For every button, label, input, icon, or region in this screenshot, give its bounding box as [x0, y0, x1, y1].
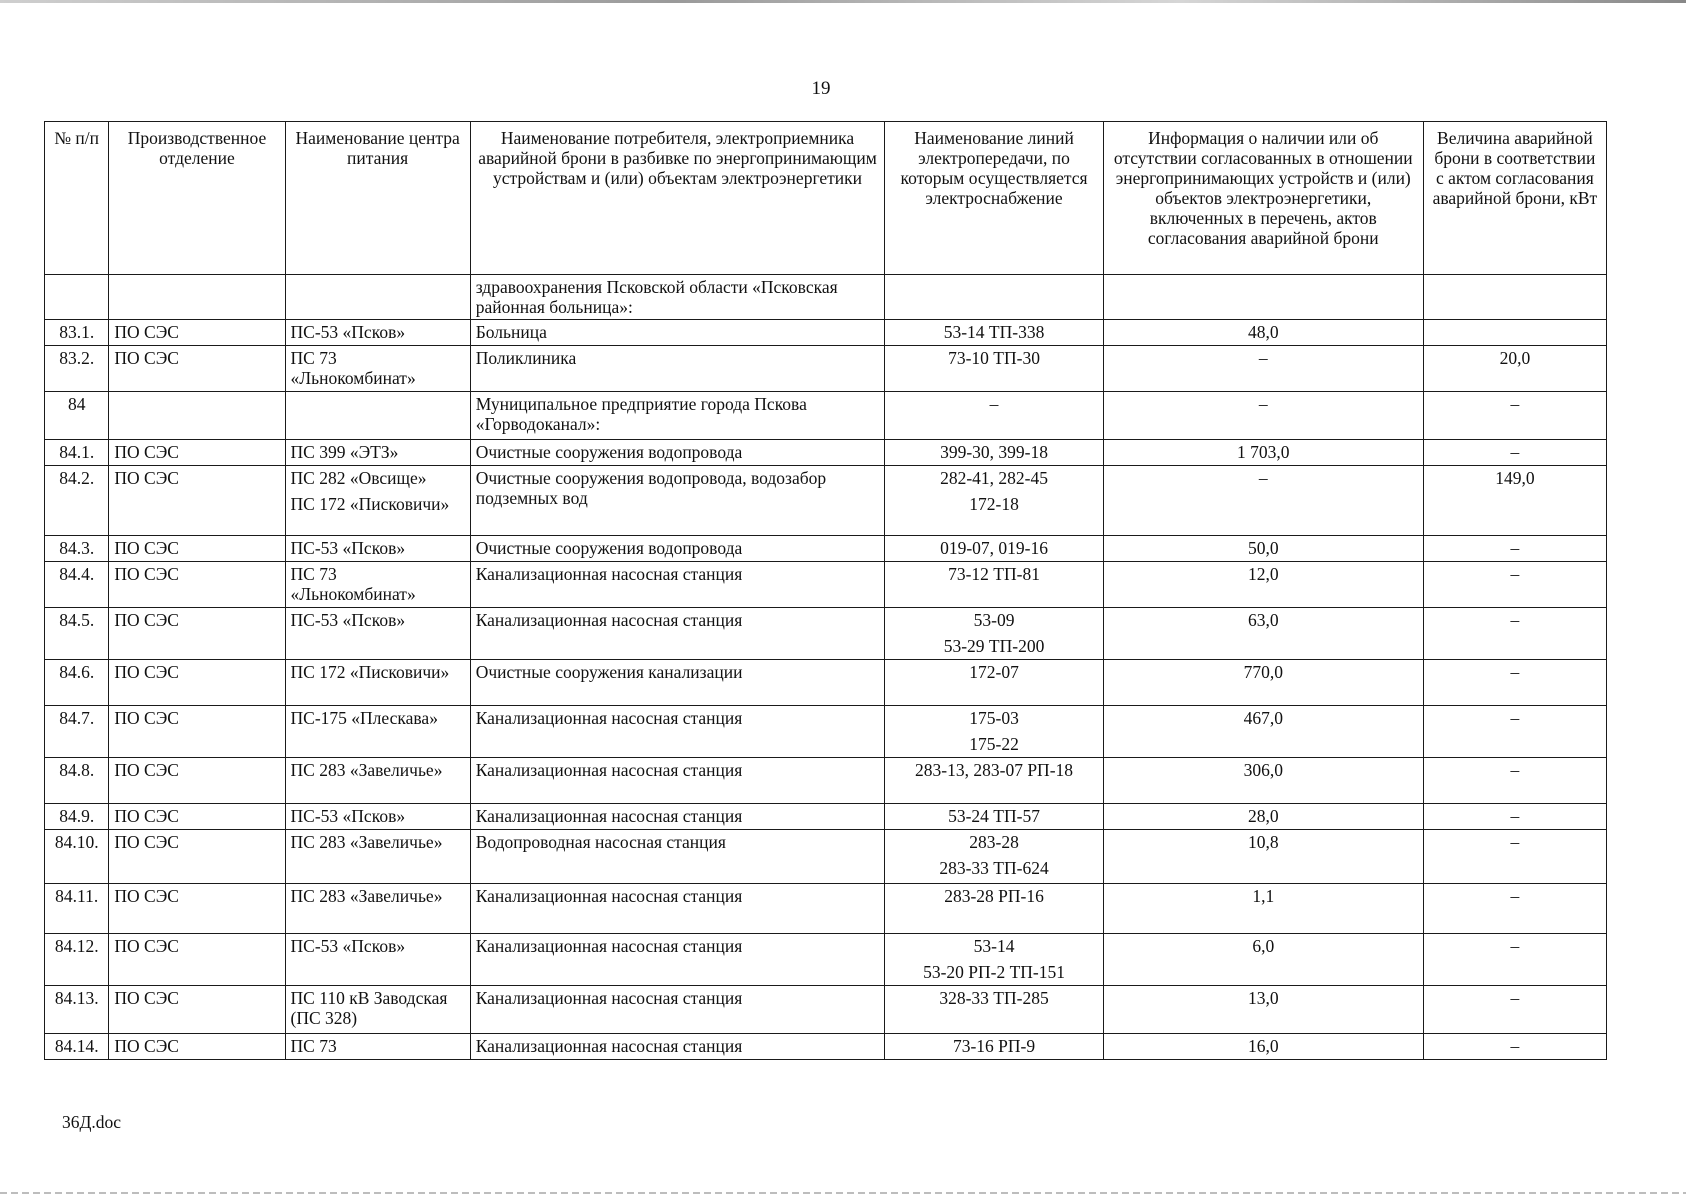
table-row [45, 986, 1607, 1034]
table-row [45, 392, 1607, 440]
power-center-name: ПС 283 «Завеличье» [290, 832, 443, 852]
cell-reserve-kw: – [1423, 660, 1606, 706]
cell-consumer: Очистные сооружения водопровода [470, 440, 885, 466]
cell-consumer: Канализационная насосная станция [470, 562, 885, 608]
cell-power-center [285, 804, 470, 830]
cell-number: 84 [45, 392, 109, 440]
cell-power-lines [885, 608, 1103, 660]
cell-number: 84.1. [45, 440, 109, 466]
cell-department: ПО СЭС [109, 608, 285, 660]
cell-department: ПО СЭС [109, 758, 285, 804]
cell-consumer: Водопроводная насосная станция [470, 830, 885, 884]
table-row [45, 804, 1607, 830]
cell-consumer: Очистные сооружения водопровода [470, 536, 885, 562]
cell-agreement: 6,0 [1103, 934, 1423, 986]
cell-number: 84.9. [45, 804, 109, 830]
cell-power-lines [885, 986, 1103, 1034]
cell-reserve-kw: – [1423, 440, 1606, 466]
power-line-name: 53-20 РП-2 ТП-151 [923, 962, 1065, 982]
cell-number: 84.2. [45, 466, 109, 536]
cell-department: ПО СЭС [109, 466, 285, 536]
cell-agreement: 1,1 [1103, 884, 1423, 934]
table-row [45, 830, 1607, 884]
cell-agreement: 12,0 [1103, 562, 1423, 608]
table-header [45, 122, 1607, 275]
cell-power-lines [885, 758, 1103, 804]
cell-power-center [285, 466, 470, 536]
cell-consumer: Канализационная насосная станция [470, 804, 885, 830]
cell-agreement: – [1103, 392, 1423, 440]
cell-consumer: Канализационная насосная станция [470, 608, 885, 660]
table-row [45, 608, 1607, 660]
table-row [45, 706, 1607, 758]
cell-power-center [285, 660, 470, 706]
cell-reserve-kw: – [1423, 392, 1606, 440]
cell-agreement: 467,0 [1103, 706, 1423, 758]
cell-power-center [285, 440, 470, 466]
cell-power-lines [885, 804, 1103, 830]
cell-department: ПО СЭС [109, 804, 285, 830]
cell-power-lines [885, 320, 1103, 346]
cell-agreement: 63,0 [1103, 608, 1423, 660]
power-line-name: 283-28 [969, 832, 1019, 852]
cell-number: 83.2. [45, 346, 109, 392]
cell-agreement: 13,0 [1103, 986, 1423, 1034]
cell-power-center [285, 392, 470, 440]
power-center-name: ПС 283 «Завеличье» [290, 760, 443, 780]
power-line-name: 53-14 [973, 936, 1015, 956]
power-line-name: 399-30, 399-18 [940, 442, 1048, 462]
cell-reserve-kw [1423, 275, 1606, 320]
col-header-agreement-info: Информация о наличии или об отсутствии согласованных в отношении энергопринимающих устройств и (или) объектов электроэнергетики, включенных в перечень, актов согласования аварийной брони [1103, 122, 1423, 275]
power-center-name: ПС 73 «Льнокомбинат» [290, 564, 416, 604]
cell-agreement: – [1103, 346, 1423, 392]
cell-power-lines [885, 660, 1103, 706]
col-header-number: № п/п [45, 122, 109, 275]
cell-number: 84.12. [45, 934, 109, 986]
cell-consumer: Канализационная насосная станция [470, 1034, 885, 1060]
cell-power-center [285, 536, 470, 562]
footer-filename: 36Д.doc [62, 1112, 122, 1132]
cell-department: ПО СЭС [109, 830, 285, 884]
power-line-name: 53-09 [973, 610, 1015, 630]
emergency-reserve-table [44, 121, 1607, 1060]
cell-reserve-kw: 20,0 [1423, 346, 1606, 392]
cell-power-lines [885, 706, 1103, 758]
cell-department: ПО СЭС [109, 346, 285, 392]
cell-agreement: 48,0 [1103, 320, 1423, 346]
col-header-power-center: Наименование центра питания [285, 122, 470, 275]
cell-number: 84.8. [45, 758, 109, 804]
table-row [45, 934, 1607, 986]
power-line-name: 282-41, 282-45 [940, 468, 1048, 488]
cell-power-center [285, 986, 470, 1034]
cell-consumer: Канализационная насосная станция [470, 934, 885, 986]
cell-number: 84.11. [45, 884, 109, 934]
scan-edge-bottom [0, 1192, 1686, 1194]
table-row [45, 884, 1607, 934]
power-center-name: ПС 73 [290, 1036, 337, 1056]
power-line-name: 328-33 ТП-285 [939, 988, 1049, 1008]
cell-reserve-kw: – [1423, 758, 1606, 804]
power-center-name: ПС 283 «Завеличье» [290, 886, 443, 906]
table-row [45, 466, 1607, 536]
cell-agreement: 10,8 [1103, 830, 1423, 884]
cell-department: ПО СЭС [109, 706, 285, 758]
cell-department: ПО СЭС [109, 1034, 285, 1060]
cell-number: 84.14. [45, 1034, 109, 1060]
power-center-name: ПС-53 «Псков» [290, 538, 406, 558]
cell-agreement: 50,0 [1103, 536, 1423, 562]
cell-department: ПО СЭС [109, 320, 285, 346]
power-center-name: ПС-53 «Псков» [290, 936, 406, 956]
col-header-power-lines: Наименование линий электропередачи, по которым осуществляется электроснабжение [885, 122, 1103, 275]
cell-number [45, 275, 109, 320]
cell-power-center [285, 830, 470, 884]
cell-number: 84.7. [45, 706, 109, 758]
table-row [45, 562, 1607, 608]
cell-consumer: Муниципальное предприятие города Пскова «Горводоканал»: [470, 392, 885, 440]
cell-consumer: Больница [470, 320, 885, 346]
cell-consumer: Канализационная насосная станция [470, 706, 885, 758]
power-line-name: 175-22 [969, 734, 1019, 754]
power-line-name: 73-10 ТП-30 [948, 348, 1040, 368]
scan-edge-top [0, 0, 1686, 3]
power-center-name: ПС 172 «Писковичи» [290, 494, 450, 514]
cell-power-lines [885, 440, 1103, 466]
power-line-name: – [989, 394, 999, 414]
power-line-name: 53-29 ТП-200 [943, 636, 1045, 656]
cell-department: ПО СЭС [109, 884, 285, 934]
cell-power-lines [885, 466, 1103, 536]
cell-power-center [285, 608, 470, 660]
table-body [45, 275, 1607, 1060]
cell-consumer: Канализационная насосная станция [470, 758, 885, 804]
cell-reserve-kw: – [1423, 706, 1606, 758]
cell-power-center [285, 346, 470, 392]
cell-number: 84.10. [45, 830, 109, 884]
cell-reserve-kw: – [1423, 562, 1606, 608]
power-center-name: ПС 399 «ЭТЗ» [290, 442, 399, 462]
cell-reserve-kw: – [1423, 536, 1606, 562]
power-line-name: 172-07 [969, 662, 1019, 682]
col-header-consumer: Наименование потребителя, электроприемника аварийной брони в разбивке по энергопринимающим устройствам и (или) объектам электроэнергетики [470, 122, 885, 275]
power-center-name: ПС 172 «Писковичи» [290, 662, 450, 682]
power-line-name: 73-12 ТП-81 [948, 564, 1040, 584]
cell-consumer: Канализационная насосная станция [470, 986, 885, 1034]
cell-consumer: Очистные сооружения водопровода, водозабор подземных вод [470, 466, 885, 536]
power-line-name: 283-28 РП-16 [944, 886, 1044, 906]
cell-power-lines [885, 884, 1103, 934]
cell-agreement [1103, 275, 1423, 320]
power-center-name: ПС 110 кВ Заводская (ПС 328) [290, 988, 448, 1028]
cell-number: 84.13. [45, 986, 109, 1034]
page-number: 19 [811, 78, 831, 99]
table-row [45, 440, 1607, 466]
cell-reserve-kw: – [1423, 804, 1606, 830]
cell-agreement: 16,0 [1103, 1034, 1423, 1060]
cell-agreement: – [1103, 466, 1423, 536]
col-header-reserve-kw: Величина аварийной брони в соответствии с актом согласования аварийной брони, кВт [1423, 122, 1606, 275]
cell-department: ПО СЭС [109, 934, 285, 986]
power-center-name: ПС-53 «Псков» [290, 610, 406, 630]
cell-power-center [285, 562, 470, 608]
power-line-name: 175-03 [969, 708, 1019, 728]
cell-department: ПО СЭС [109, 440, 285, 466]
cell-power-lines [885, 830, 1103, 884]
cell-reserve-kw: – [1423, 830, 1606, 884]
col-header-department: Производственное отделение [109, 122, 285, 275]
power-line-name: 73-16 РП-9 [952, 1036, 1036, 1056]
cell-number: 84.4. [45, 562, 109, 608]
cell-reserve-kw: – [1423, 608, 1606, 660]
cell-power-center [285, 706, 470, 758]
cell-reserve-kw: 149,0 [1423, 466, 1606, 536]
cell-number: 84.5. [45, 608, 109, 660]
cell-number: 84.6. [45, 660, 109, 706]
cell-reserve-kw: – [1423, 986, 1606, 1034]
cell-power-center [285, 934, 470, 986]
power-line-name: 283-33 ТП-624 [939, 858, 1049, 878]
cell-department [109, 275, 285, 320]
cell-power-lines [885, 562, 1103, 608]
power-center-name: ПС-53 «Псков» [290, 806, 406, 826]
cell-number: 84.3. [45, 536, 109, 562]
table-row [45, 536, 1607, 562]
cell-power-center [285, 758, 470, 804]
cell-agreement: 306,0 [1103, 758, 1423, 804]
power-center-name: ПС 73 «Льнокомбинат» [290, 348, 416, 388]
cell-department: ПО СЭС [109, 536, 285, 562]
table-row [45, 1034, 1607, 1060]
cell-consumer: Очистные сооружения канализации [470, 660, 885, 706]
cell-number: 83.1. [45, 320, 109, 346]
cell-reserve-kw: – [1423, 884, 1606, 934]
cell-agreement: 770,0 [1103, 660, 1423, 706]
power-line-name: 283-13, 283-07 РП-18 [915, 760, 1074, 780]
cell-power-lines [885, 536, 1103, 562]
cell-agreement: 1 703,0 [1103, 440, 1423, 466]
power-line-name: 172-18 [969, 494, 1019, 514]
cell-department: ПО СЭС [109, 660, 285, 706]
table-row [45, 320, 1607, 346]
cell-power-lines [885, 346, 1103, 392]
table-row [45, 346, 1607, 392]
cell-department [109, 392, 285, 440]
power-line-name: 53-24 ТП-57 [948, 806, 1040, 826]
power-line-name: 53-14 ТП-338 [943, 322, 1045, 342]
cell-reserve-kw: – [1423, 934, 1606, 986]
power-center-name: ПС-53 «Псков» [290, 322, 406, 342]
cell-department: ПО СЭС [109, 986, 285, 1034]
table-row [45, 275, 1607, 320]
cell-power-center [285, 1034, 470, 1060]
table-row [45, 660, 1607, 706]
cell-power-lines [885, 1034, 1103, 1060]
cell-reserve-kw: – [1423, 1034, 1606, 1060]
cell-power-lines [885, 392, 1103, 440]
table-row [45, 758, 1607, 804]
power-center-name: ПС-175 «Плескава» [290, 708, 438, 728]
cell-agreement: 28,0 [1103, 804, 1423, 830]
cell-consumer: здравоохранения Псковской области «Псковская районная больница»: [470, 275, 885, 320]
cell-power-center [285, 275, 470, 320]
power-center-name: ПС 282 «Овсище» [290, 468, 427, 488]
cell-consumer: Канализационная насосная станция [470, 884, 885, 934]
power-line-name: 019-07, 019-16 [940, 538, 1048, 558]
cell-power-lines [885, 275, 1103, 320]
cell-reserve-kw [1423, 320, 1606, 346]
cell-department: ПО СЭС [109, 562, 285, 608]
cell-power-center [285, 320, 470, 346]
cell-consumer: Поликлиника [470, 346, 885, 392]
cell-power-lines [885, 934, 1103, 986]
cell-power-center [285, 884, 470, 934]
